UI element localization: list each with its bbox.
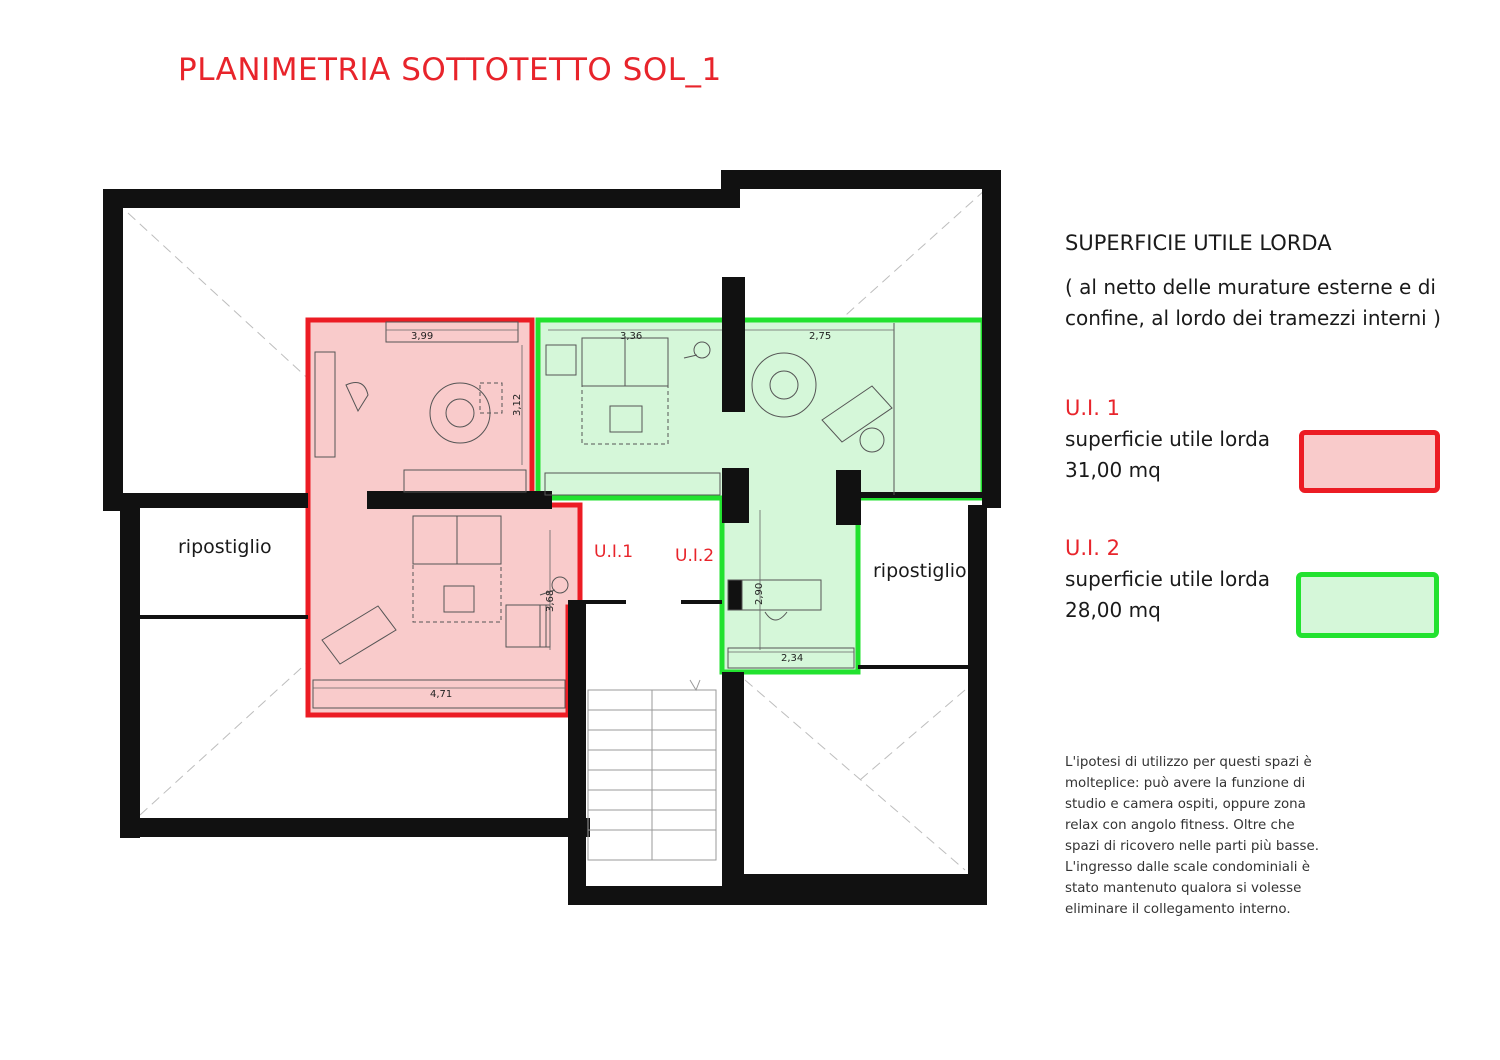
legend-ui1-desc-line1: superficie utile lorda: [1065, 427, 1271, 451]
legend-ui2-swatch: [1296, 572, 1439, 638]
page-title: PLANIMETRIA SOTTOTETTO SOL_1: [178, 52, 722, 88]
legend-ui1-desc: [1065, 424, 1295, 486]
unit-tag-ui2: U.I.2: [675, 546, 715, 566]
legend-note: ( al netto delle murature esterne e di confine, al lordo dei tramezzi interni ): [1065, 275, 1441, 330]
room-label-storage-right: ripostiglio: [873, 560, 967, 582]
dim-275: 2,75: [809, 331, 832, 342]
room-label-storage-left: ripostiglio: [178, 536, 272, 558]
description-paragraph: L'ipotesi di utilizzo per questi spazi è molteplice: può avere la funzione di studio e camera ospiti, oppure zona relax con angolo fitness. Oltre che spazi di ricovero nelle parti più basse. L'ingresso dalle scale condominiali è stato mantenuto qualora si volesse eliminare il collegamento interno.: [1065, 755, 1319, 917]
dim-368: 3,68: [545, 589, 556, 612]
dim-312: 3,12: [512, 393, 523, 416]
legend-ui2-desc: [1065, 564, 1295, 626]
legend-ui2-label: U.I. 2: [1065, 536, 1120, 560]
legend-heading: SUPERFICIE UTILE LORDA: [1065, 231, 1332, 255]
dim-336: 3,36: [620, 331, 643, 342]
dim-290: 2,90: [754, 582, 765, 605]
dim-399: 3,99: [411, 331, 434, 342]
dim-234: 2,34: [781, 653, 804, 664]
legend-ui1-label: U.I. 1: [1065, 396, 1120, 420]
legend-ui2-desc-line1: superficie utile lorda: [1065, 567, 1271, 591]
legend-ui1-swatch: [1299, 430, 1440, 493]
legend-ui1-area: 31,00 mq: [1065, 458, 1161, 482]
dim-471: 4,71: [430, 689, 453, 700]
legend-ui2-area: 28,00 mq: [1065, 598, 1161, 622]
building-stair: [588, 680, 716, 860]
unit-tag-ui1: U.I.1: [594, 542, 634, 562]
